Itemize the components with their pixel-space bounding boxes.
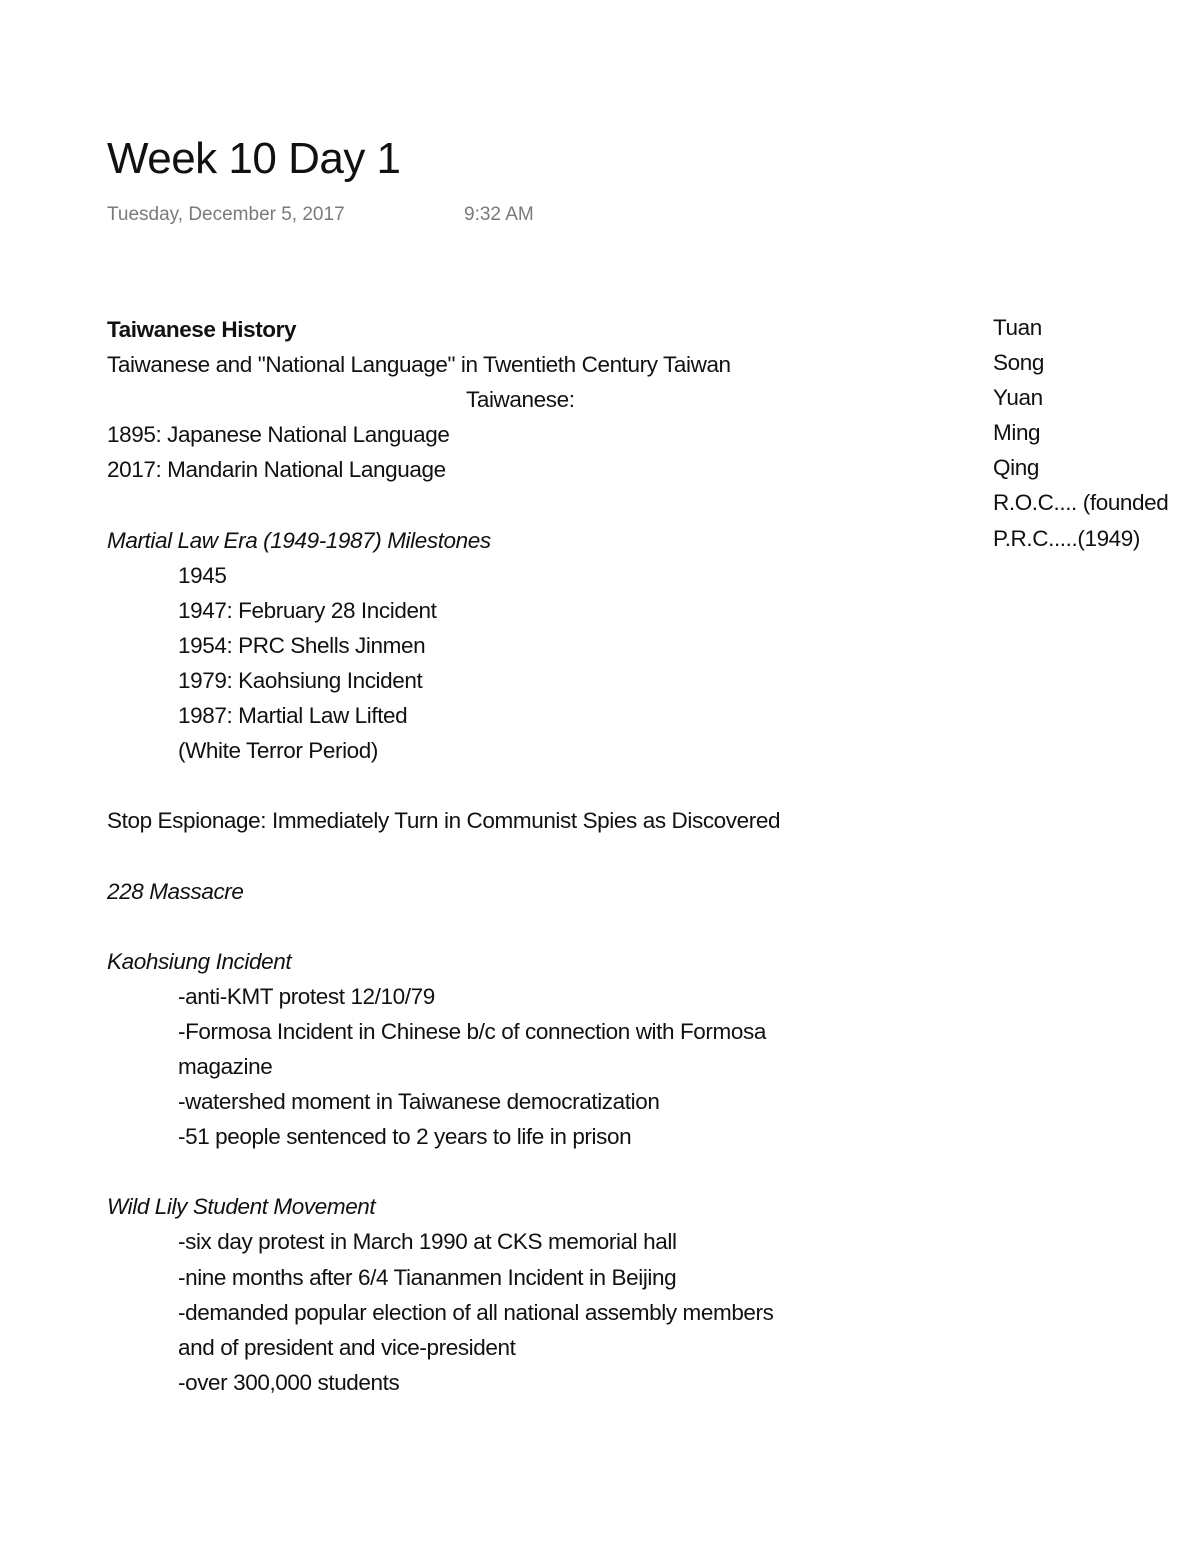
- espionage-line: Stop Espionage: Immediately Turn in Communist Spies as Discovered: [107, 808, 781, 834]
- dynasty-item: P.R.C.....(1949): [993, 525, 1141, 551]
- wild-lily-heading: Wild Lily Student Movement: [107, 1194, 376, 1220]
- kaohsiung-item: -anti-KMT protest 12/10/79: [178, 983, 435, 1009]
- spacer: [107, 909, 937, 944]
- wild-lily-item: -over 300,000 students: [178, 1369, 400, 1395]
- kaohsiung-item: -Formosa Incident in Chinese b/c of connection with Formosa: [178, 1018, 766, 1044]
- milestone-item: 1979: Kaohsiung Incident: [178, 667, 423, 693]
- milestone-item: 1987: Martial Law Lifted: [178, 703, 408, 729]
- wild-lily-item: and of president and vice-president: [178, 1334, 516, 1360]
- dynasty-item: Yuan: [993, 385, 1043, 411]
- dynasty-item: Tuan: [993, 315, 1042, 340]
- kaohsiung-heading: Kaohsiung Incident: [107, 948, 292, 974]
- milestone-item: 1945: [178, 562, 227, 588]
- notes-body: [107, 312, 937, 1400]
- dynasty-item: Song: [993, 350, 1044, 376]
- milestone-item: 1947: February 28 Incident: [178, 597, 437, 623]
- dynasty-item: R.O.C.... (founded: [993, 490, 1169, 516]
- wild-lily-item: -nine months after 6/4 Tiananmen Incident in Beijing: [178, 1264, 677, 1290]
- spacer: [107, 768, 937, 803]
- page-title: Week 10 Day 1: [107, 134, 401, 183]
- kaohsiung-item: magazine: [178, 1053, 273, 1079]
- dynasty-list: [993, 310, 1168, 556]
- wild-lily-item: -demanded popular election of all national assembly members: [178, 1299, 774, 1325]
- section-subtitle: Taiwanese and "National Language" in Twentieth Century Taiwan: [107, 352, 731, 378]
- martial-law-heading: Martial Law Era (1949-1987) Milestones: [107, 527, 491, 553]
- milestone-item: 1954: PRC Shells Jinmen: [178, 632, 426, 658]
- spacer: [107, 838, 937, 873]
- dynasty-item: Ming: [993, 420, 1041, 446]
- massacre-heading: 228 Massacre: [107, 878, 244, 904]
- language-line: 2017: Mandarin National Language: [107, 457, 446, 483]
- kaohsiung-item: -51 people sentenced to 2 years to life in prison: [178, 1124, 632, 1150]
- dynasty-item: Qing: [993, 455, 1039, 481]
- page-time: 9:32 AM: [464, 204, 534, 225]
- milestone-item: (White Terror Period): [178, 738, 378, 764]
- kaohsiung-item: -watershed moment in Taiwanese democratization: [178, 1089, 660, 1115]
- spacer: [107, 487, 937, 522]
- page-date: Tuesday, December 5, 2017: [107, 204, 345, 225]
- section-heading: Taiwanese History: [107, 317, 297, 342]
- taiwanese-label: Taiwanese:: [466, 387, 575, 413]
- spacer: [107, 1154, 937, 1189]
- language-line: 1895: Japanese National Language: [107, 422, 450, 448]
- wild-lily-item: -six day protest in March 1990 at CKS memorial hall: [178, 1229, 677, 1255]
